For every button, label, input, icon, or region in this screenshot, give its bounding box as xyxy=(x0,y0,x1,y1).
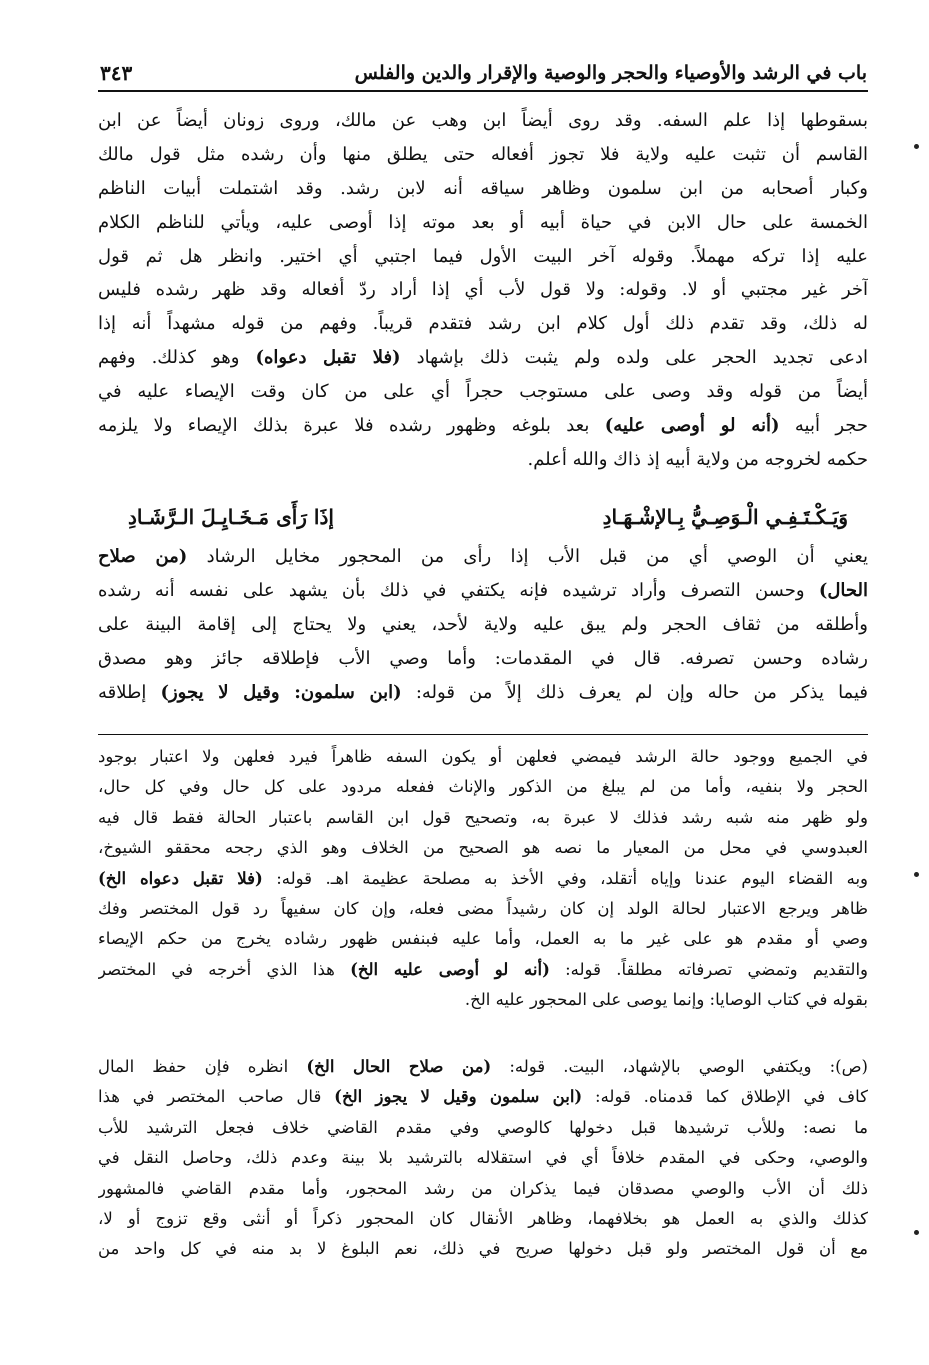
footnote-line xyxy=(98,864,868,894)
main-line: وكبار أصحابه من ابن سلمون وظاهر سياقه أنه لابن رشد. وقد اشتملت أبيات الناظم xyxy=(98,177,868,199)
scan-margin-mark xyxy=(914,144,919,149)
main-line-text: بعد بلوغه وظهور رشده فلا عبرة بذلك الإيصاء ولا يلزمه xyxy=(98,415,605,437)
main-text xyxy=(98,104,868,477)
footnote-line: الحجر ولا بنفيه، وأما من لم يبلغ من الذكور والإناث ففعله مردود على كل حال وفي كل حال، xyxy=(98,777,868,797)
footnote-line-text: (ص): ويكتفي الوصي بالإشهاد، البيت. قوله: xyxy=(491,1057,868,1076)
footnote-line-text: وبه القضاء اليوم عندنا وإياه أتقلد، وفي الأخذ به مصلحة عظيمة اهـ. قوله: xyxy=(262,868,868,888)
quoted-verse-phrase: (ابن سلمون: وقيل لا يجوز) xyxy=(160,681,402,703)
verse-first-hemistich: وَيَـكْـتَـفِـي الْـوَصِـيُّ بِـالإشْـهَـادِ xyxy=(602,505,848,529)
main-line: وأطلقه من ثقاف الحجر ولم يبق عليه ولاية لأحد، يعني ولا يحتاج إلى إقامة البينة على xyxy=(98,613,868,635)
main-line: بسقوطها إذا علم السفه. وقد روى أيضاً ابن وهب عن مالك، وروى زونان أيضاً عن ابن xyxy=(98,110,868,131)
main-line: أيضاً من قوله وقد وصى على مستوجب حجراً أي على من كان وقت الإيصاء عليه في xyxy=(98,381,868,403)
main-line xyxy=(98,341,868,375)
main-line-text: فيما يذكر من حاله وإن لم يعرف ذلك إلاً من قوله: xyxy=(401,681,868,703)
footnote-line: والوصي، وحكى في المقدم خلافاً أي في استقلاله بالترشيد بلا بينة وعدم ذلك، وحاصل النقل في xyxy=(98,1148,868,1168)
footnote-line xyxy=(98,1082,868,1112)
main-line xyxy=(98,574,868,608)
footnote-line-text: انظره فإن حفظ المال xyxy=(98,1057,307,1076)
footnote-rule xyxy=(98,734,868,735)
scan-margin-mark xyxy=(914,872,919,877)
footnote-line xyxy=(98,955,868,985)
main-line-text: ادعى تجديد الحجر على ولده ولم يثبت ذلك بإشهاد xyxy=(400,347,868,369)
poem-verse xyxy=(98,499,868,535)
footnote-line: في الجميع ووجود حالة الرشد فيمضي فعلهن أو يكون السفه ظاهراً فيرد فعلهن ولا اعتبار بوجود xyxy=(98,747,868,766)
main-line xyxy=(98,409,868,443)
main-line: القاسم أن تثبت عليه ولاية فلا تجوز أفعاله حتى يطلق منها وأن رشده مثل قول مالك xyxy=(98,143,868,165)
footnote-line: بقوله في كتاب الوصايا: وإنما يوصى على المحجور عليه الخ. xyxy=(464,990,868,1010)
main-line-text: يعني أن الوصي أي من قبل الأب إذا رأى من المحجور مخايل الرشاد xyxy=(187,546,868,567)
footnote-line: كذلك والذي به العمل هو بخلافهما، وظاهر الأنقال كان المحجور ذكراً أو أنثى وقع تزوج أو لا، xyxy=(98,1208,868,1228)
main-line: عليه إذا تركه مهملاً. وقوله آخر البيت الأول فيما اجتبي أي اختير. وانظر هل ثم قول xyxy=(98,245,868,267)
quoted-phrase: (ابن سلمون وقيل لا يجوز الخ) xyxy=(334,1087,583,1107)
footnote-line: مع أن قول المختصر ولو قبل دخولها صريح في ذلك، نعم البلوغ لا بد منه في كل واحد من xyxy=(98,1239,868,1259)
footnote-line-text: كاف في الإطلاق كما قدمناه. قوله: xyxy=(582,1087,868,1107)
main-line: حكمه لخروجه من ولاية أبيه إذ ذاك والله أعلم. xyxy=(527,448,868,470)
footnote-line: ولو ظهر منه شبه رشد فذلك لا عبرة به، وتصحيح قول ابن القاسم باعتبار الحالة فقط قال فيه xyxy=(98,807,868,827)
main-line-text: إطلاقه xyxy=(98,681,161,703)
quoted-phrase: (أنه لو أوصى عليه الخ) xyxy=(350,959,550,979)
footnote-line: وصي أو مقدم هو على غير ما به العمل، وأما عليه فبنفس ظهور رشاده يخرج من حكم الإيصاء xyxy=(98,929,868,949)
main-line-text: وحسن التصرف وأراد ترشيده فإنه يكتفي في ذلك بأن يشهد على نفسه أنه رشده xyxy=(98,579,819,601)
footnote-line: العبدوسي في محل من المعيار ما نصه هو الصحيح من الخلاف وهو الذي رجحه محققو الشيوخ، xyxy=(98,838,868,858)
footnotes-second-section xyxy=(98,1052,868,1265)
header-rule xyxy=(98,90,868,92)
footnotes xyxy=(98,742,868,1016)
quoted-phrase: (من صلاح الحال الخ) xyxy=(306,1057,492,1076)
footnote-line-text: هذا الذي أخرجه في المختصر xyxy=(98,959,351,979)
main-line xyxy=(98,676,868,710)
footnote-line-text: والتقديم وتمضي تصرفاته مطلقاً. قوله: xyxy=(549,959,868,979)
running-header-title: باب في الرشد والأوصياء والحجر والوصية والإقرار والدين والفلس xyxy=(354,62,867,84)
main-line-text: حجر أبيه xyxy=(779,415,868,437)
main-line: له ذلك، وقد تقدم ذلك أول كلام ابن رشد فتقدم قريباً. وفهم من قوله مشهداً أنه إذا xyxy=(98,313,868,335)
footnote-line-text: قال صاحب المختصر في هذا xyxy=(98,1087,335,1107)
page-number: ٣٤٣ xyxy=(100,61,133,85)
commentary-text xyxy=(98,540,868,709)
quoted-phrase: (فلا تقبل دعواه الخ) xyxy=(98,868,263,888)
main-line: آخر غير مجتبي أو لا. وقوله: ولا قول لأب أي إذا أراد ردّ أفعاله وقد ظهر رشده فليس xyxy=(98,279,868,301)
main-line: رشاده وحسن تصرفه. قال في المقدمات: وأما وصي الأب فإطلاقه جائز وهو مصدق xyxy=(98,647,868,669)
quoted-verse-phrase: (فلا تقبل دعواه) xyxy=(255,347,401,369)
main-line: الخمسة على حال الابن في حياة أبيه أو بعد موته إذا أوصى عليه، ويأتي للناظم الكلام xyxy=(98,211,868,233)
quoted-verse-phrase: (من صلاح xyxy=(98,546,188,567)
quoted-verse-phrase: (أنه لو أوصى عليه) xyxy=(604,415,780,437)
quoted-verse-phrase: الحال) xyxy=(818,579,868,601)
footnote-line: ما نصه: وللأب ترشيدها قبل دخولها كالوصي وفي مقدم القاضي خلاف فجعل الترشيد للأب xyxy=(98,1117,868,1137)
main-line xyxy=(98,540,868,574)
scan-margin-mark xyxy=(914,1230,919,1235)
footnote-line: ظاهر ويرجع الاعتبار لحالة الولد إن كان رشيداً مضى فعله، وإن كان سفيهاً رد قول المختصر وفك xyxy=(98,898,868,918)
main-line-text: وهو كذلك. وفهم xyxy=(98,347,256,369)
footnote-line: ذلك أن الأب والوصي مصدقان فيما يذكران من رشد المحجور، وأما مقدم القاضي فالمشهور xyxy=(98,1178,868,1198)
verse-second-hemistich: إذَا رَأَى مَـخَـايِـلَ الـرَّشَـادِ xyxy=(128,505,334,529)
footnote-line xyxy=(98,1052,868,1082)
